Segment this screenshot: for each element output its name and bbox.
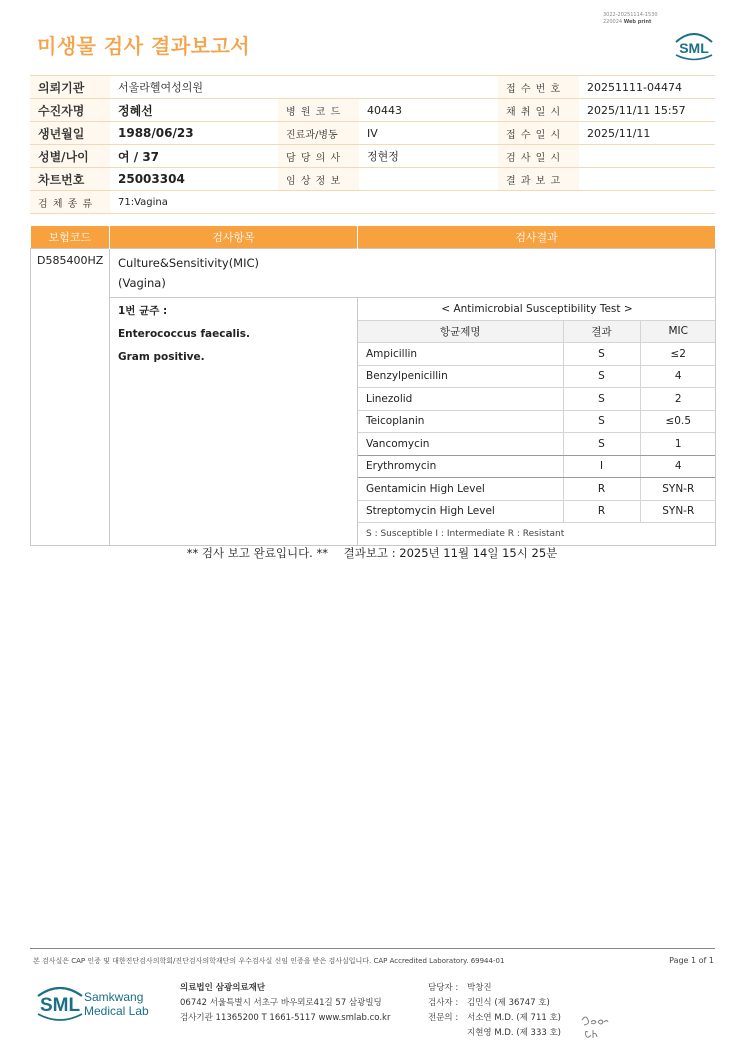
ast-mic: SYN-R (640, 500, 716, 523)
ast-drug: Gentamicin High Level (358, 478, 563, 501)
value-sex-age: 여 / 37 (110, 145, 278, 168)
ast-mic: 4 (640, 365, 716, 388)
print-meta (603, 12, 658, 26)
label-accession-no: 접 수 번 호 (498, 76, 579, 99)
value-department: IV (359, 122, 498, 145)
patient-info-table (30, 75, 715, 214)
print-meta-webprint: Web print (623, 19, 652, 25)
org-address: 06742 서울특별시 서초구 바우뫼로41길 57 삼광빌딩 (180, 998, 382, 1008)
label-patient-name: 수진자명 (30, 99, 110, 122)
ast-drug: Teicoplanin (358, 410, 563, 433)
ast-row (358, 388, 716, 411)
logo-name-line2: Medical Lab (84, 1004, 149, 1018)
value-requesting-org: 서울라헬여성의원 (110, 76, 278, 99)
ast-title: < Antimicrobial Susceptibility Test > (358, 298, 716, 321)
ast-result: S (563, 410, 640, 433)
organism-name: Enterococcus faecalis. (118, 327, 250, 340)
label-specimen-type: 검 체 종 류 (30, 191, 110, 214)
staff-row (428, 1011, 561, 1026)
label-clinical-info: 임 상 정 보 (278, 168, 359, 191)
ast-drug: Benzylpenicillin (358, 365, 563, 388)
ast-row (358, 455, 716, 478)
header-insurance-code: 보험코드 (31, 226, 110, 248)
ast-drug: Streptomycin High Level (358, 500, 563, 523)
logo-name-line1: Samkwang (84, 990, 144, 1004)
ast-mic: ≤0.5 (640, 410, 716, 433)
info-row (30, 145, 715, 168)
footer-divider (30, 948, 715, 949)
insurance-code: D585400HZ (31, 248, 110, 546)
org-name: 의료법인 삼광의료재단 (180, 983, 266, 993)
organism-label: 1번 균주 : (118, 304, 168, 317)
ast-row (358, 343, 716, 366)
staff-list (428, 981, 561, 1041)
label-requesting-org: 의뢰기관 (30, 76, 110, 99)
staff-name: 김민식 (제 36747 호) (467, 998, 550, 1008)
ast-row (358, 478, 716, 501)
info-row (30, 76, 715, 99)
ast-result: I (563, 455, 640, 478)
gram-stain: Gram positive. (118, 350, 205, 363)
ast-row (358, 433, 716, 456)
ast-result: S (563, 433, 640, 456)
staff-role (428, 1026, 467, 1041)
staff-name: 서소연 M.D. (제 711 호) (467, 1013, 562, 1023)
value-birthdate: 1988/06/23 (110, 122, 278, 145)
info-row (30, 191, 715, 214)
report-title: 미생물 검사 결과보고서 (37, 34, 251, 58)
signature-icon (578, 1012, 610, 1040)
samkwang-logo-text: SML (39, 995, 81, 1016)
ast-mic: ≤2 (640, 343, 716, 366)
label-sex-age: 성별/나이 (30, 145, 110, 168)
info-row (30, 122, 715, 145)
label-birthdate: 생년월일 (30, 122, 110, 145)
label-physician: 담 당 의 사 (278, 145, 359, 168)
label-department: 진료과/병동 (278, 122, 359, 145)
value-accession-no: 20251111-04474 (579, 76, 715, 99)
info-row (30, 99, 715, 122)
ast-result: S (563, 343, 640, 366)
ast-header-result: 결과 (563, 320, 640, 343)
specimen-name: (Vagina) (118, 275, 166, 290)
label-chart-no: 차트번호 (30, 168, 110, 191)
ast-drug: Ampicillin (358, 343, 563, 366)
value-hospital-code: 40443 (359, 99, 498, 122)
staff-role: 담당자 : (428, 983, 459, 993)
ast-result: R (563, 478, 640, 501)
print-meta-line1: 3022-20251114-1530 (603, 12, 658, 18)
ast-mic: SYN-R (640, 478, 716, 501)
ast-mic: 4 (640, 455, 716, 478)
label-hospital-code: 병 원 코 드 (278, 99, 359, 122)
header-test-item: 검사항목 (110, 226, 358, 248)
ast-cell (358, 297, 716, 546)
completion-line (0, 545, 744, 561)
value-collection-time: 2025/11/11 15:57 (579, 99, 715, 122)
label-result-report: 결 과 보 고 (498, 168, 579, 191)
staff-name: 지현영 M.D. (제 333 호) (467, 1028, 562, 1038)
sml-logo-icon (672, 28, 716, 62)
completion-text: ** 검사 보고 완료입니다. ** (186, 546, 328, 560)
label-receipt-time: 접 수 일 시 (498, 122, 579, 145)
logo-name (84, 990, 149, 1018)
value-physician: 정현정 (359, 145, 498, 168)
value-specimen-type: 71:Vagina (110, 191, 278, 214)
ast-row (358, 365, 716, 388)
test-name: Culture&Sensitivity(MIC) (118, 255, 260, 270)
cert-statement: 본 검사실은 CAP 인증 및 대한진단검사의학회/진단검사의학재단의 우수검사실 신임 인증을 받은 검사실입니다. CAP Accredited Laboratory. 69944-01 (33, 957, 505, 965)
ast-result: S (563, 388, 640, 411)
ast-legend: S : Susceptible I : Intermediate R : Resistant (366, 529, 565, 539)
value-receipt-time: 2025/11/11 (579, 122, 715, 145)
ast-mic: 2 (640, 388, 716, 411)
ast-row (358, 500, 716, 523)
value-patient-name: 정혜선 (110, 99, 278, 122)
ast-header-drug: 항균제명 (358, 320, 563, 343)
staff-row (428, 996, 561, 1011)
ast-mic: 1 (640, 433, 716, 456)
ast-row (358, 410, 716, 433)
org-info (180, 981, 390, 1026)
value-test-time (579, 145, 715, 168)
staff-row (428, 981, 561, 996)
test-item-cell (110, 248, 716, 297)
ast-drug: Vancomycin (358, 433, 563, 456)
label-collection-time: 채 취 일 시 (498, 99, 579, 122)
sml-logo-text: SML (679, 40, 709, 56)
result-table (30, 226, 716, 546)
organism-cell (110, 297, 358, 546)
report-time: 결과보고 : 2025년 11월 14일 15시 25분 (343, 546, 558, 560)
value-clinical-info (359, 168, 498, 191)
info-row (30, 168, 715, 191)
staff-name: 박창진 (467, 983, 492, 993)
staff-row (428, 1026, 561, 1041)
ast-drug: Linezolid (358, 388, 563, 411)
ast-header-mic: MIC (640, 320, 716, 343)
staff-role: 검사자 : (428, 998, 459, 1008)
ast-result: R (563, 500, 640, 523)
print-meta-line2: 220024 (603, 19, 623, 25)
value-result-report (579, 168, 715, 191)
ast-table (358, 298, 716, 546)
ast-result: S (563, 365, 640, 388)
page-number: Page 1 of 1 (669, 956, 714, 965)
staff-role: 전문의 : (428, 1013, 459, 1023)
header-test-result: 검사결과 (358, 226, 716, 248)
org-contact: 검사기관 11365200 T 1661-5117 www.smlab.co.kr (180, 1013, 391, 1023)
ast-drug: Erythromycin (358, 455, 563, 478)
value-chart-no: 25003304 (110, 168, 278, 191)
label-test-time: 검 사 일 시 (498, 145, 579, 168)
